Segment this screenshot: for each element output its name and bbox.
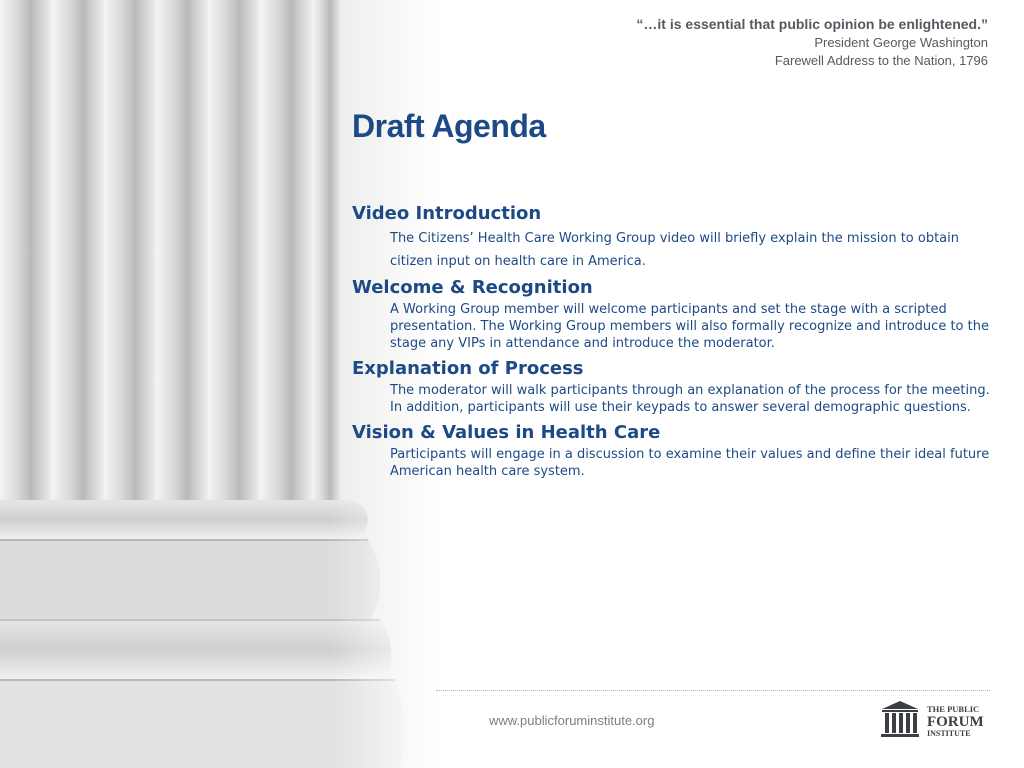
quote-source: Farewell Address to the Nation, 1796 (774, 53, 988, 68)
page-title: Draft Agenda (352, 108, 546, 144)
logo-text-line1: THE PUBLIC (927, 704, 980, 714)
agenda-item (352, 356, 992, 416)
footer-divider (436, 690, 990, 691)
agenda-heading: Vision & Values in Health Care (352, 422, 661, 443)
logo-text-line3: INSTITUTE (927, 729, 971, 738)
quote-block (636, 14, 988, 70)
agenda-item (352, 275, 992, 352)
quote-text: “…it is essential that public opinion be enlightened.” (636, 16, 988, 32)
agenda-description: The Citizens’ Health Care Working Group video will briefly explain the mission to obtain citizen input on health care in America. (390, 231, 959, 269)
agenda-item (352, 201, 992, 273)
agenda-description: Participants will engage in a discussion to examine their values and define their ideal future American health care system. (390, 447, 990, 479)
logo-text-line2: FORUM (927, 714, 984, 730)
agenda-list (352, 201, 992, 480)
quote-author: President George Washington (814, 35, 988, 50)
agenda-heading: Video Introduction (352, 203, 542, 224)
public-forum-institute-logo (880, 700, 990, 740)
agenda-description: A Working Group member will welcome participants and set the stage with a scripted presentation. The Working Group members will also formally recognize and introduce to the stage any VIPs in attendance and introduce the moderator. (390, 302, 989, 351)
agenda-description: The moderator will walk participants through an explanation of the process for the meeting. In addition, participants will use their keypads to answer several demographic questions. (390, 383, 990, 415)
agenda-heading: Welcome & Recognition (352, 277, 593, 298)
agenda-heading: Explanation of Process (352, 358, 584, 379)
columns-building-icon (881, 701, 919, 737)
footer-url[interactable]: www.publicforuminstitute.org (489, 713, 655, 728)
agenda-item (352, 420, 992, 480)
